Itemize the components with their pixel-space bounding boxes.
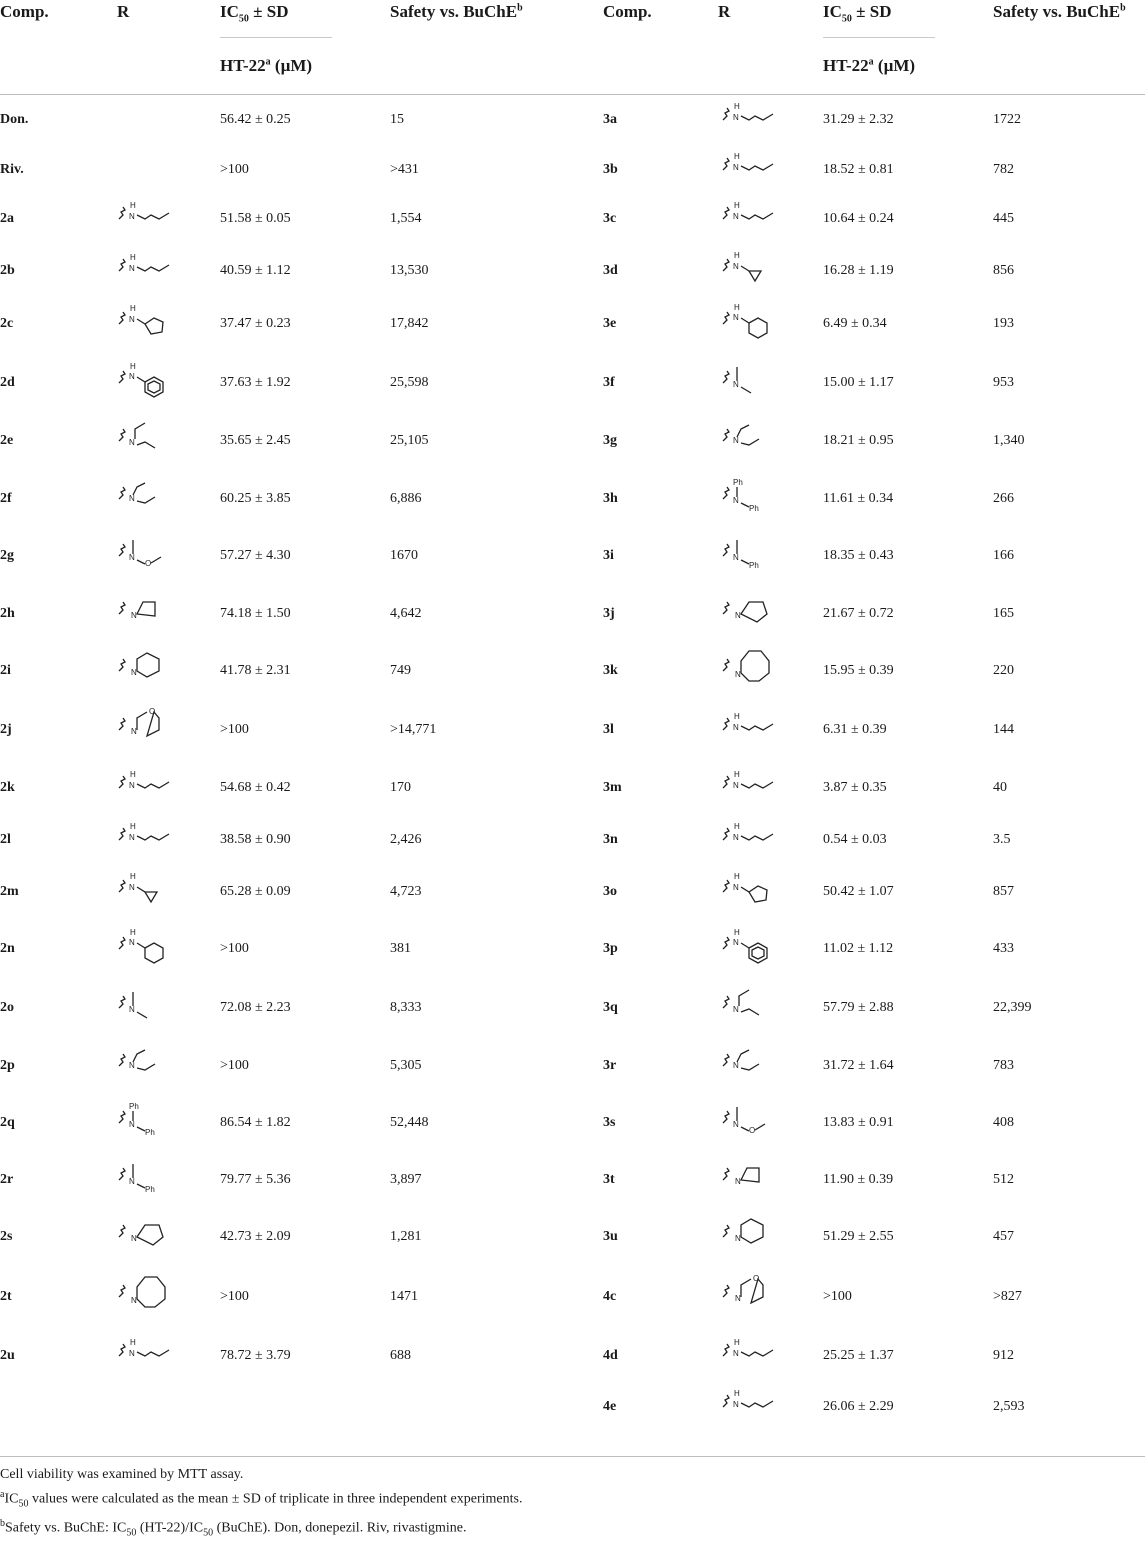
svg-text:N: N	[131, 1234, 137, 1243]
svg-text:N: N	[733, 553, 739, 562]
compound-id: 3q	[603, 1000, 618, 1015]
header-ic50-right: $IC_{50}$ ± SD	[823, 2, 892, 25]
table-row	[0, 663, 1145, 703]
svg-text:N: N	[131, 668, 137, 677]
ic50-value: 56.42 ± 0.25	[220, 112, 291, 127]
n-heptylamine-icon	[716, 1385, 786, 1425]
table-row	[0, 712, 1145, 762]
table-row	[0, 152, 1145, 202]
safety-value: 6,886	[390, 491, 422, 506]
svg-text:N: N	[129, 264, 135, 273]
compound-id: 2b	[0, 263, 15, 278]
compound-id: 3l	[603, 722, 614, 737]
svg-text:N: N	[129, 553, 135, 562]
safety-value: 2,426	[390, 832, 422, 847]
svg-text:H: H	[130, 304, 136, 313]
svg-text:N: N	[733, 436, 739, 445]
ic50-value: 57.79 ± 2.88	[823, 1000, 894, 1015]
svg-text:N: N	[733, 212, 739, 221]
safety-value: >14,771	[390, 722, 437, 737]
svg-text:H: H	[734, 201, 740, 210]
ic50-value: 18.21 ± 0.95	[823, 433, 894, 448]
ic50-value: >100	[220, 1289, 249, 1304]
compound-id: 3u	[603, 1229, 618, 1244]
table-row	[0, 1058, 1145, 1098]
compound-id: 2u	[0, 1348, 15, 1363]
svg-text:N: N	[129, 781, 135, 790]
ic50-value: 21.67 ± 0.72	[823, 606, 894, 621]
table-row	[0, 928, 1145, 981]
ic50-value: 57.27 ± 4.30	[220, 548, 291, 563]
ic50-value: 86.54 ± 1.82	[220, 1115, 291, 1130]
svg-text:N: N	[735, 611, 741, 620]
svg-text:H: H	[734, 872, 740, 881]
safety-value: 749	[390, 663, 411, 678]
safety-value: 782	[993, 162, 1014, 177]
svg-text:N: N	[733, 781, 739, 790]
svg-text:N: N	[131, 727, 137, 736]
compound-id: 2j	[0, 722, 12, 737]
svg-text:O: O	[749, 1126, 756, 1135]
azepane-icon	[716, 649, 786, 689]
svg-text:N: N	[131, 611, 137, 620]
svg-text:N: N	[129, 938, 135, 947]
safety-value: 1471	[390, 1289, 418, 1304]
svg-text:N: N	[733, 1349, 739, 1358]
ic50-value: >100	[220, 162, 249, 177]
ic50-value: 38.58 ± 0.90	[220, 832, 291, 847]
svg-text:N: N	[733, 1120, 739, 1129]
svg-text:Ph: Ph	[145, 1128, 155, 1137]
azetidine-icon	[716, 1158, 786, 1198]
safety-value: 22,399	[993, 1000, 1032, 1015]
safety-value: 1,340	[993, 433, 1025, 448]
n-hexylamine-icon	[716, 197, 786, 237]
svg-text:O: O	[753, 1274, 760, 1283]
table-row	[0, 102, 1145, 152]
dialkylamine-icon	[716, 419, 786, 459]
svg-text:N: N	[131, 1296, 137, 1305]
pyrrolidine-icon	[716, 592, 786, 632]
svg-text:N: N	[129, 315, 135, 324]
ic50-value: 37.47 ± 0.23	[220, 316, 291, 331]
svg-text:N: N	[129, 1005, 135, 1014]
safety-value: 953	[993, 375, 1014, 390]
svg-text:Ph: Ph	[749, 504, 759, 513]
svg-text:N: N	[129, 883, 135, 892]
ic50-value: 6.31 ± 0.39	[823, 722, 887, 737]
safety-value: 144	[993, 722, 1014, 737]
svg-text:N: N	[129, 1177, 135, 1186]
svg-text:Ph: Ph	[129, 1102, 139, 1111]
compound-id: 3o	[603, 884, 617, 899]
svg-text:N: N	[733, 496, 739, 505]
ic50-value: 6.49 ± 0.34	[823, 316, 887, 331]
svg-text:H: H	[130, 822, 136, 831]
table-row	[0, 201, 1145, 251]
safety-value: 2,593	[993, 1399, 1025, 1414]
svg-text:H: H	[734, 152, 740, 161]
aniline-icon	[716, 927, 786, 967]
safety-value: 856	[993, 263, 1014, 278]
ic50-value: 78.72 ± 3.79	[220, 1348, 291, 1363]
safety-value: 52,448	[390, 1115, 429, 1130]
table-row	[0, 606, 1145, 646]
table-row	[0, 548, 1145, 588]
morpholine-icon	[716, 1275, 786, 1315]
ic50-value: 15.00 ± 1.17	[823, 375, 894, 390]
ic50-value: 60.25 ± 3.85	[220, 491, 291, 506]
svg-text:H: H	[130, 928, 136, 937]
svg-text:H: H	[130, 770, 136, 779]
safety-value: 857	[993, 884, 1014, 899]
ic50-value: 15.95 ± 0.39	[823, 663, 894, 678]
table-row	[0, 1000, 1145, 1040]
safety-value: 17,842	[390, 316, 429, 331]
safety-value: 688	[390, 1348, 411, 1363]
svg-text:N: N	[733, 1061, 739, 1070]
safety-value: 25,598	[390, 375, 429, 390]
safety-value: 5,305	[390, 1058, 422, 1073]
compound-id: 3r	[603, 1058, 617, 1073]
compound-id: Don.	[0, 112, 29, 127]
compound-id: 2q	[0, 1115, 15, 1130]
table-row	[0, 1389, 1145, 1439]
ic50-value: 42.73 ± 2.09	[220, 1229, 291, 1244]
svg-text:Ph: Ph	[733, 478, 743, 487]
svg-text:H: H	[734, 251, 740, 260]
ic50-value: 10.64 ± 0.24	[823, 211, 894, 226]
svg-text:N: N	[129, 494, 135, 503]
ic50-value: 25.25 ± 1.37	[823, 1348, 894, 1363]
table-row	[0, 303, 1145, 356]
header-safety-left: Safety vs. BuChE$^b$	[390, 2, 523, 21]
svg-text:N: N	[129, 212, 135, 221]
compound-id: 2a	[0, 211, 14, 226]
compound-id: 2i	[0, 663, 11, 678]
compound-id: 3j	[603, 606, 615, 621]
ic50-value: 65.28 ± 0.09	[220, 884, 291, 899]
compound-id: 2g	[0, 548, 14, 563]
ic50-value: 51.58 ± 0.05	[220, 211, 291, 226]
n-propylamine-icon	[716, 98, 786, 138]
svg-text:Ph: Ph	[145, 1185, 155, 1194]
compound-id: 4d	[603, 1348, 618, 1363]
svg-text:N: N	[735, 1294, 741, 1303]
ic50-value: 0.54 ± 0.03	[823, 832, 887, 847]
ic50-value: >100	[220, 941, 249, 956]
safety-value: 457	[993, 1229, 1014, 1244]
ic50-value: 41.78 ± 2.31	[220, 663, 291, 678]
table-row	[0, 375, 1145, 415]
svg-text:Ph: Ph	[749, 561, 759, 570]
safety-value: 408	[993, 1115, 1014, 1130]
svg-text:H: H	[734, 303, 740, 312]
safety-value: 8,333	[390, 1000, 422, 1015]
cyclopropylamine-icon	[716, 249, 786, 289]
compound-id: 2l	[0, 832, 11, 847]
footnote-a: $^aIC_{50}$ values were calculated as the mean ± SD of triplicate in three independent experiments.	[0, 1489, 523, 1510]
safety-value: 166	[993, 548, 1014, 563]
svg-text:H: H	[734, 1389, 740, 1398]
safety-value: >827	[993, 1289, 1022, 1304]
ic50-value: 16.28 ± 1.19	[823, 263, 894, 278]
svg-text:N: N	[733, 723, 739, 732]
compound-id: 3s	[603, 1115, 616, 1130]
piperidine-icon	[716, 1215, 786, 1255]
safety-value: 912	[993, 1348, 1014, 1363]
table-row	[0, 433, 1145, 473]
svg-text:H: H	[130, 253, 136, 262]
svg-text:H: H	[734, 928, 740, 937]
svg-text:N: N	[733, 380, 739, 389]
table-row	[0, 251, 1145, 303]
safety-value: 15	[390, 112, 404, 127]
ic50-value: >100	[220, 1058, 249, 1073]
compound-id: 2k	[0, 780, 15, 795]
header-ic50-left: $IC_{50}$ ± SD	[220, 2, 289, 25]
ic50-value: 31.72 ± 1.64	[823, 1058, 894, 1073]
footnote-mtt: Cell viability was examined by MTT assay.	[0, 1467, 244, 1482]
compound-id: 2r	[0, 1172, 14, 1187]
safety-value: 13,530	[390, 263, 429, 278]
compound-id: 3d	[603, 263, 618, 278]
compound-id: 3e	[603, 316, 617, 331]
svg-text:N: N	[735, 1234, 741, 1243]
svg-text:N: N	[733, 262, 739, 271]
compound-id: 2n	[0, 941, 15, 956]
header-safety-right: Safety vs. BuChE$^b$	[993, 2, 1126, 21]
header-r-right: R	[718, 2, 731, 21]
diethylamine-icon	[716, 986, 786, 1026]
compound-id: 2e	[0, 433, 14, 448]
compound-id: 3f	[603, 375, 615, 390]
svg-text:N: N	[733, 163, 739, 172]
methoxymethylamine-icon	[716, 1101, 786, 1141]
header-comp-left: Comp.	[0, 2, 49, 21]
compound-id: 2p	[0, 1058, 15, 1073]
safety-value: 381	[390, 941, 411, 956]
compound-id: 2d	[0, 375, 15, 390]
ic50-value: 37.63 ± 1.92	[220, 375, 291, 390]
header-bottom-rule	[0, 94, 1145, 95]
ic50-value: 40.59 ± 1.12	[220, 263, 291, 278]
safety-value: 266	[993, 491, 1014, 506]
ic50-value: 11.61 ± 0.34	[823, 491, 894, 506]
ic50-value: 72.08 ± 2.23	[220, 1000, 291, 1015]
compound-id: 2s	[0, 1229, 13, 1244]
compound-id: 3i	[603, 548, 614, 563]
svg-text:N: N	[733, 1400, 739, 1409]
compound-id: 4c	[603, 1289, 617, 1304]
methylphenylamine-icon	[716, 534, 786, 574]
cyclopentylamine-icon	[716, 870, 786, 910]
dimethylamine-icon	[716, 361, 786, 401]
compound-id: Riv.	[0, 162, 24, 177]
safety-value: 512	[993, 1172, 1014, 1187]
ic50-value: 35.65 ± 2.45	[220, 433, 291, 448]
svg-text:N: N	[733, 113, 739, 122]
svg-text:N: N	[129, 1061, 135, 1070]
svg-text:N: N	[733, 938, 739, 947]
header-subrule-right	[823, 37, 935, 38]
footnotes	[0, 1465, 522, 1544]
svg-text:O: O	[145, 559, 152, 568]
compound-id: 3m	[603, 780, 622, 795]
compound-id: 3k	[603, 663, 618, 678]
table-row	[0, 1115, 1145, 1155]
compound-id: 3g	[603, 433, 617, 448]
n-pentylamine-icon	[716, 766, 786, 806]
safety-value: 1722	[993, 112, 1021, 127]
safety-value: >431	[390, 162, 419, 177]
header-cellline-right: HT-22$^a$ (µM)	[823, 56, 916, 75]
compound-id: 3p	[603, 941, 618, 956]
compound-id: 3b	[603, 162, 618, 177]
n-propylamine-icon	[716, 708, 786, 748]
svg-text:N: N	[129, 1120, 135, 1129]
diphenylamine-icon	[716, 477, 786, 517]
safety-value: 220	[993, 663, 1014, 678]
safety-value: 1,281	[390, 1229, 422, 1244]
compound-id: 2t	[0, 1289, 12, 1304]
compound-id: 2o	[0, 1000, 14, 1015]
svg-text:N: N	[733, 883, 739, 892]
compound-id: 4e	[603, 1399, 617, 1414]
svg-text:N: N	[733, 833, 739, 842]
svg-text:O: O	[149, 707, 156, 716]
ic50-value: >100	[220, 722, 249, 737]
compound-id: 2m	[0, 884, 19, 899]
ic50-value: 51.29 ± 2.55	[823, 1229, 894, 1244]
safety-value: 40	[993, 780, 1007, 795]
svg-text:H: H	[734, 712, 740, 721]
safety-value: 165	[993, 606, 1014, 621]
header-subrule-left	[220, 37, 332, 38]
ic50-value: >100	[823, 1289, 852, 1304]
svg-text:N: N	[735, 1177, 741, 1186]
safety-value: 783	[993, 1058, 1014, 1073]
ic50-value: 11.02 ± 1.12	[823, 941, 894, 956]
safety-value: 4,723	[390, 884, 422, 899]
compound-id: 3n	[603, 832, 618, 847]
table-row	[0, 872, 1145, 924]
table-row	[0, 770, 1145, 820]
table-row	[0, 1274, 1145, 1329]
svg-text:H: H	[734, 102, 740, 111]
ic50-value: 3.87 ± 0.35	[823, 780, 887, 795]
safety-value: 193	[993, 316, 1014, 331]
svg-text:H: H	[734, 1338, 740, 1347]
safety-value: 3,897	[390, 1172, 422, 1187]
table-row	[0, 1338, 1145, 1388]
svg-text:N: N	[733, 1005, 739, 1014]
ic50-value: 13.83 ± 0.91	[823, 1115, 894, 1130]
compound-id: 3a	[603, 112, 617, 127]
ic50-value: 18.35 ± 0.43	[823, 548, 894, 563]
svg-text:N: N	[129, 372, 135, 381]
n-hexylamine-icon	[716, 1334, 786, 1374]
safety-value: 433	[993, 941, 1014, 956]
safety-value: 1,554	[390, 211, 422, 226]
svg-text:N: N	[735, 670, 741, 679]
ic50-value: 11.90 ± 0.39	[823, 1172, 894, 1187]
svg-text:N: N	[129, 438, 135, 447]
svg-text:H: H	[130, 1338, 136, 1347]
n-heptylamine-icon	[716, 818, 786, 858]
header-comp-right: Comp.	[603, 2, 652, 21]
svg-text:N: N	[733, 313, 739, 322]
footnote-b: $^b$Safety vs. BuChE: $IC_{50}$ $(HT-22)/IC_{50}$ (BuChE). Don, donepezil. Riv, rivastigmine.	[0, 1518, 467, 1539]
ic50-value: 79.77 ± 5.36	[220, 1172, 291, 1187]
svg-text:H: H	[130, 201, 136, 210]
ic50-value: 26.06 ± 2.29	[823, 1399, 894, 1414]
svg-text:H: H	[130, 872, 136, 881]
safety-value: 445	[993, 211, 1014, 226]
compound-id: 3c	[603, 211, 617, 226]
header-cellline-left: HT-22$^a$ (µM)	[220, 56, 313, 75]
compound-id: 3t	[603, 1172, 615, 1187]
svg-text:H: H	[734, 822, 740, 831]
table-row	[0, 822, 1145, 872]
svg-text:H: H	[130, 362, 136, 371]
table-row	[0, 478, 1145, 531]
compound-id: 3h	[603, 491, 618, 506]
cyclohexylamine-icon	[716, 302, 786, 342]
ic50-value: 74.18 ± 1.50	[220, 606, 291, 621]
safety-value: 25,105	[390, 433, 429, 448]
compound-id: 2c	[0, 316, 14, 331]
safety-value: 3.5	[993, 832, 1011, 847]
table-bottom-rule	[0, 1456, 1145, 1457]
safety-value: 170	[390, 780, 411, 795]
svg-text:N: N	[129, 833, 135, 842]
svg-text:H: H	[734, 770, 740, 779]
table-row	[0, 1172, 1145, 1212]
safety-value: 4,642	[390, 606, 422, 621]
dialkylamine-icon	[716, 1044, 786, 1084]
ic50-value: 54.68 ± 0.42	[220, 780, 291, 795]
ic50-value: 18.52 ± 0.81	[823, 162, 894, 177]
header-r-left: R	[117, 2, 130, 21]
compound-id: 2f	[0, 491, 12, 506]
safety-value: 1670	[390, 548, 418, 563]
svg-text:N: N	[129, 1349, 135, 1358]
ic50-value: 31.29 ± 2.32	[823, 112, 894, 127]
n-butylamine-icon	[716, 148, 786, 188]
table-row	[0, 1229, 1145, 1269]
compound-id: 2h	[0, 606, 15, 621]
ic50-value: 50.42 ± 1.07	[823, 884, 894, 899]
